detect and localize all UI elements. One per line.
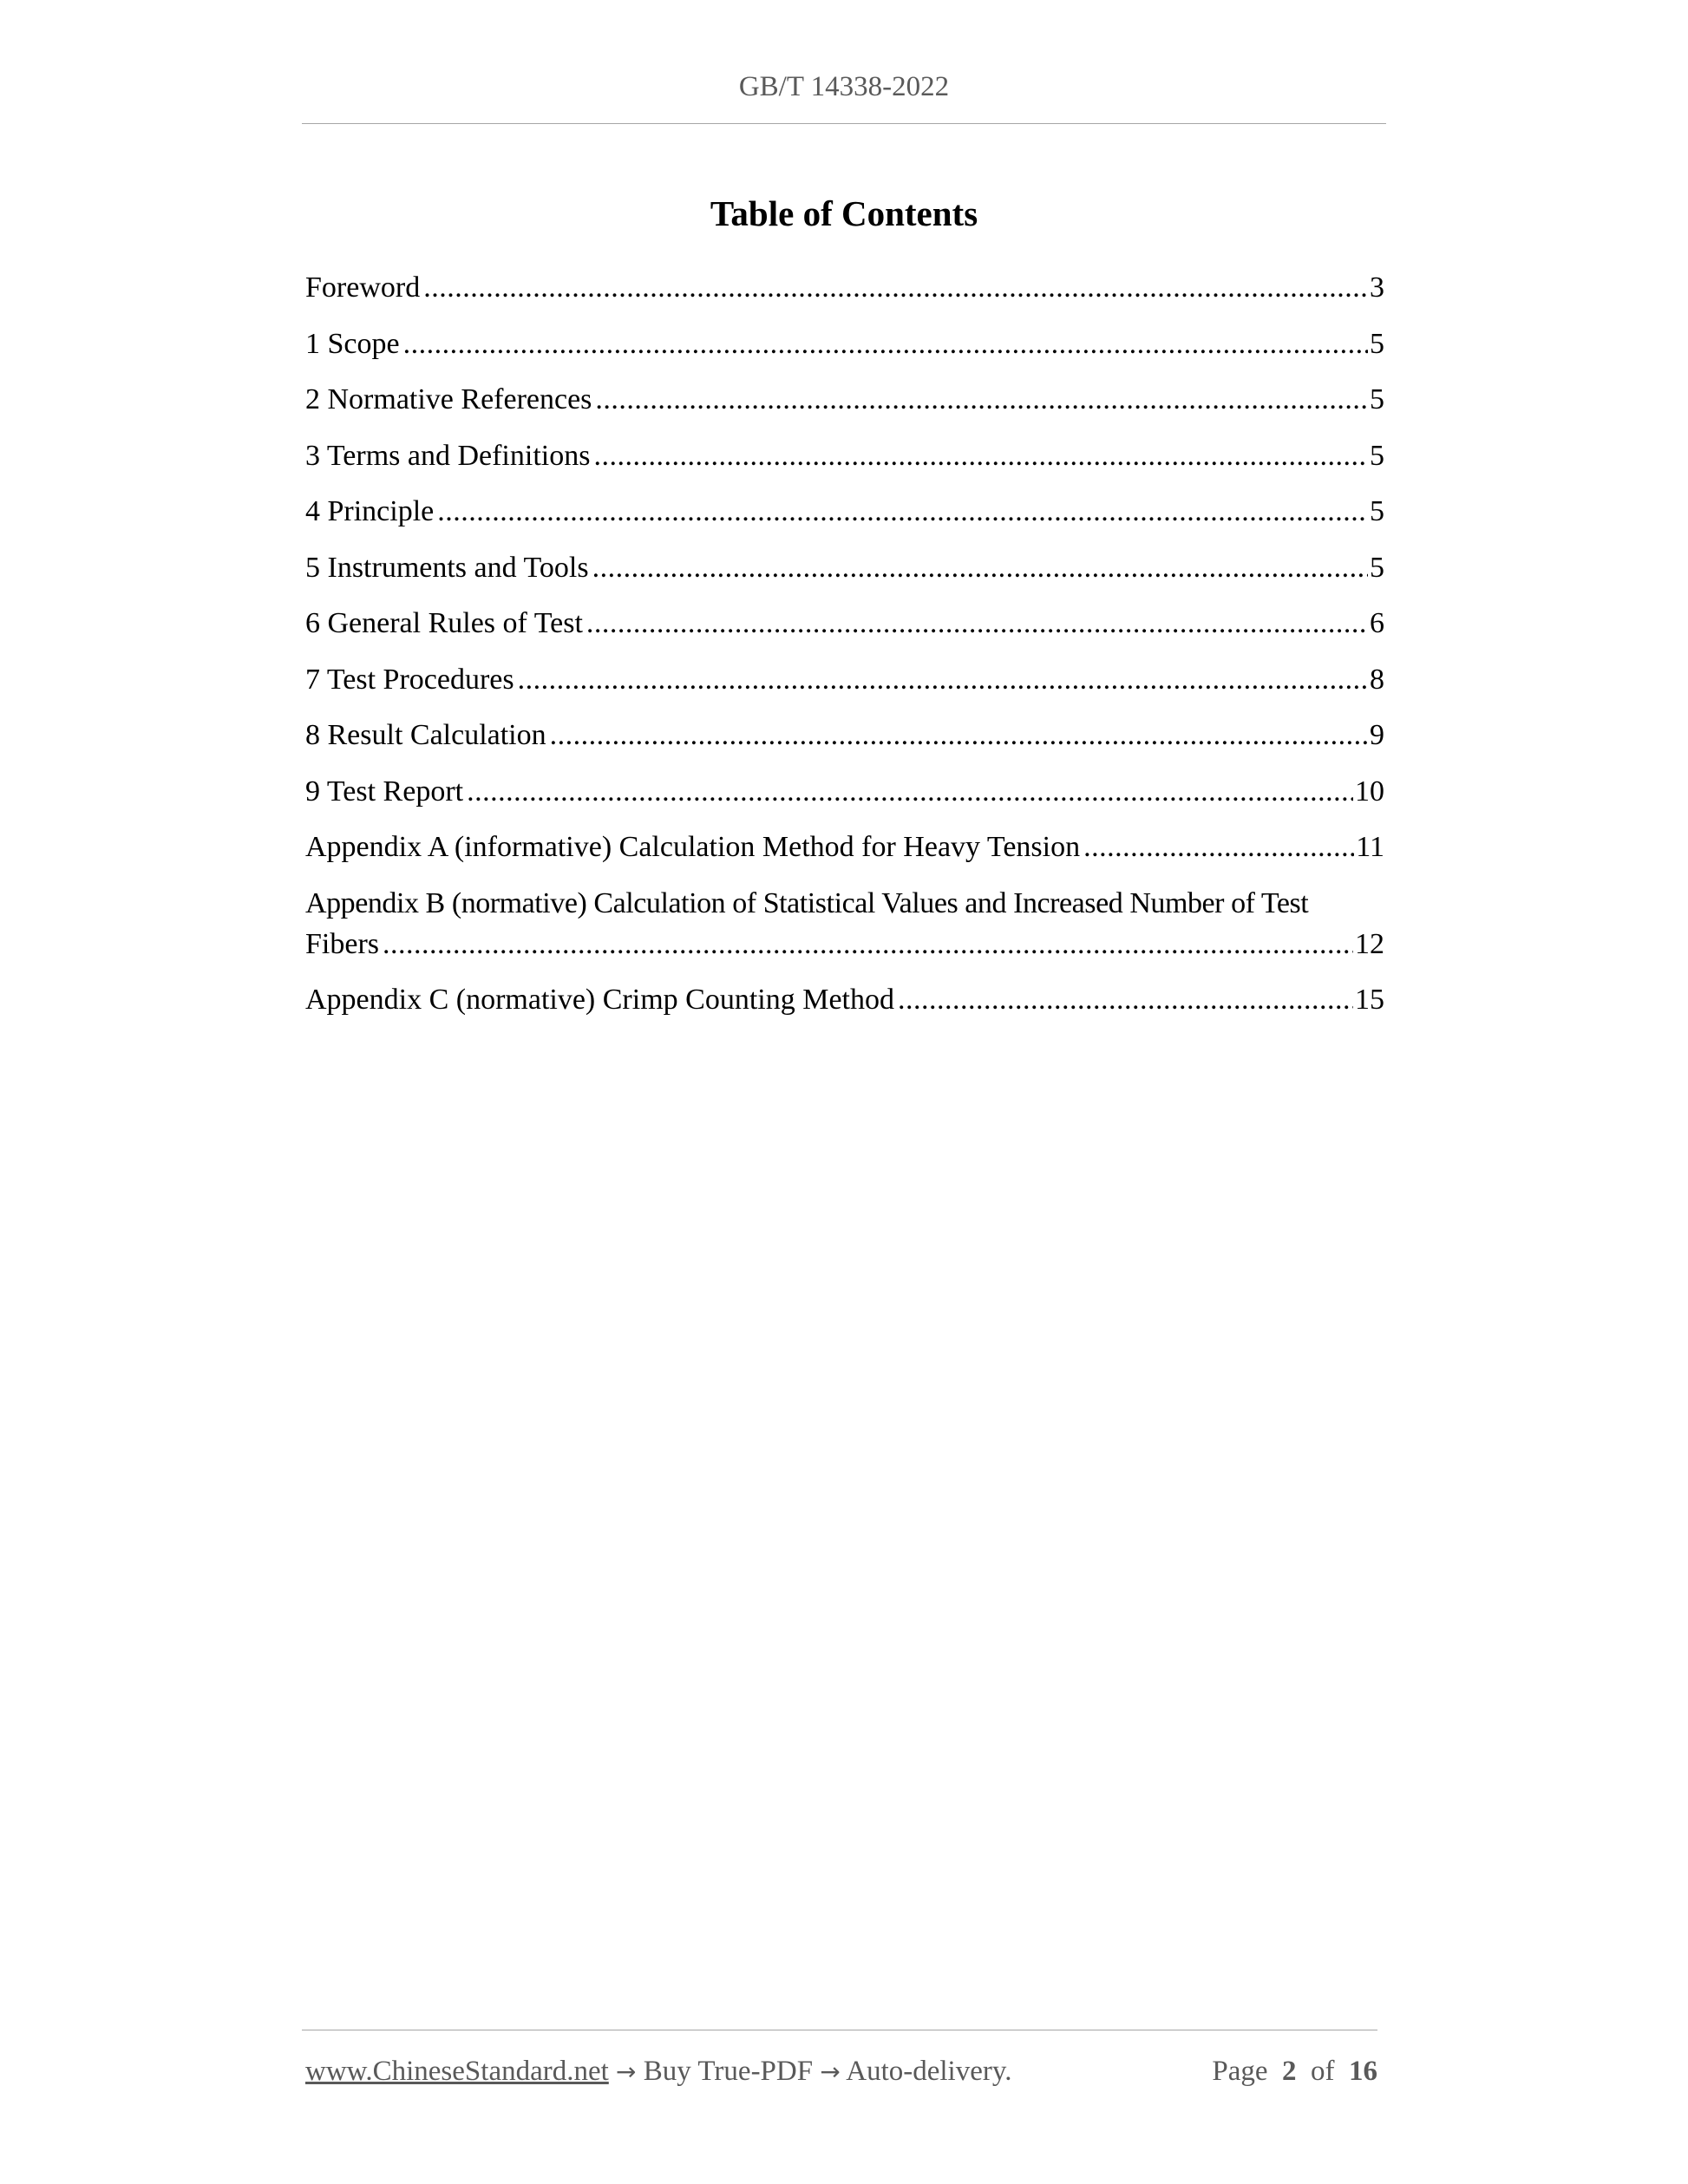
toc-entry-appendix-a[interactable]: [305, 827, 1384, 867]
toc-entry-principle[interactable]: [305, 491, 1384, 532]
toc-entry-page: 9: [1370, 719, 1384, 751]
toc-leader-dots: [550, 715, 1368, 755]
toc-entry-page: 3: [1370, 271, 1384, 304]
toc-entry-test-report[interactable]: [305, 771, 1384, 812]
toc-entry-page: 6: [1370, 607, 1384, 639]
toc-entry-page: 15: [1355, 984, 1384, 1016]
toc-entry-label: Appendix A (informative) Calculation Method for Heavy Tension: [305, 831, 1081, 863]
toc-entry-page: 5: [1370, 439, 1384, 472]
site-link[interactable]: www.ChineseStandard.net: [305, 2056, 609, 2087]
total-pages-number: 16: [1349, 2056, 1377, 2087]
page-footer: [305, 2052, 1377, 2091]
toc-entry-label: 5 Instruments and Tools: [305, 551, 589, 584]
toc-entry-label: Foreword: [305, 271, 421, 304]
toc-entry-result-calculation[interactable]: [305, 715, 1384, 755]
toc-entry-page: 5: [1370, 495, 1384, 527]
toc-entry-page: 10: [1355, 775, 1384, 808]
toc-leader-dots: [595, 379, 1368, 420]
toc-leader-dots: [592, 547, 1368, 588]
toc-title: Table of Contents: [710, 193, 978, 233]
toc-leader-dots: [423, 267, 1368, 308]
page-label: Page: [1212, 2056, 1268, 2087]
toc-leader-dots: [1083, 827, 1354, 867]
document-code-header: GB/T 14338-2022: [738, 71, 950, 102]
toc-leader-dots: [518, 659, 1368, 700]
toc-entry-label: 8 Result Calculation: [305, 719, 546, 751]
toc-entry-terms-definitions[interactable]: [305, 435, 1384, 476]
of-label: of: [1311, 2056, 1335, 2087]
toc-entry-line2: [305, 924, 1384, 964]
toc-entry-normative-references[interactable]: [305, 379, 1384, 420]
toc-entry-label: 6 General Rules of Test: [305, 607, 583, 639]
toc-entry-label: 4 Principle: [305, 495, 435, 527]
toc-leader-dots: [437, 491, 1368, 532]
toc-entry-page: 5: [1370, 327, 1384, 360]
toc-entry-appendix-b[interactable]: [305, 883, 1384, 964]
page-indicator: [1212, 2052, 1377, 2090]
toc-leader-dots: [383, 924, 1353, 964]
header-divider: [302, 123, 1386, 124]
toc-entry-page: 12: [1355, 927, 1384, 960]
toc-entry-appendix-c[interactable]: [305, 979, 1384, 1020]
current-page-number: 2: [1282, 2056, 1297, 2087]
toc-list: [305, 267, 1384, 1036]
toc-entry-label: 3 Terms and Definitions: [305, 439, 591, 472]
arrow-right-icon: →: [820, 2057, 841, 2086]
toc-entry-label: 2 Normative References: [305, 383, 592, 415]
buy-text: Buy True-PDF: [643, 2056, 814, 2087]
toc-entry-label: 1 Scope: [305, 327, 400, 360]
toc-leader-dots: [467, 771, 1353, 812]
delivery-text: Auto-delivery.: [846, 2056, 1012, 2087]
toc-entry-label: 7 Test Procedures: [305, 663, 514, 696]
footer-promo: [305, 2052, 1011, 2091]
toc-entry-scope[interactable]: [305, 324, 1384, 364]
arrow-right-icon: →: [616, 2057, 637, 2086]
toc-entry-label: Appendix C (normative) Crimp Counting Method: [305, 984, 894, 1016]
toc-entry-general-rules[interactable]: [305, 603, 1384, 644]
toc-entry-page: 11: [1356, 831, 1384, 863]
toc-entry-label-line2: Fibers: [305, 927, 379, 960]
toc-entry-foreword[interactable]: [305, 267, 1384, 308]
toc-entry-instruments-tools[interactable]: [305, 547, 1384, 588]
toc-entry-label-line1: Appendix B (normative) Calculation of Statistical Values and Increased Number of Test: [305, 886, 1309, 919]
toc-entry-page: 5: [1370, 383, 1384, 415]
toc-leader-dots: [593, 435, 1368, 476]
toc-leader-dots: [898, 979, 1353, 1020]
toc-leader-dots: [403, 324, 1368, 364]
toc-entry-page: 8: [1370, 663, 1384, 696]
toc-leader-dots: [586, 603, 1368, 644]
toc-entry-test-procedures[interactable]: [305, 659, 1384, 700]
toc-entry-page: 5: [1370, 551, 1384, 584]
toc-entry-label: 9 Test Report: [305, 775, 464, 808]
